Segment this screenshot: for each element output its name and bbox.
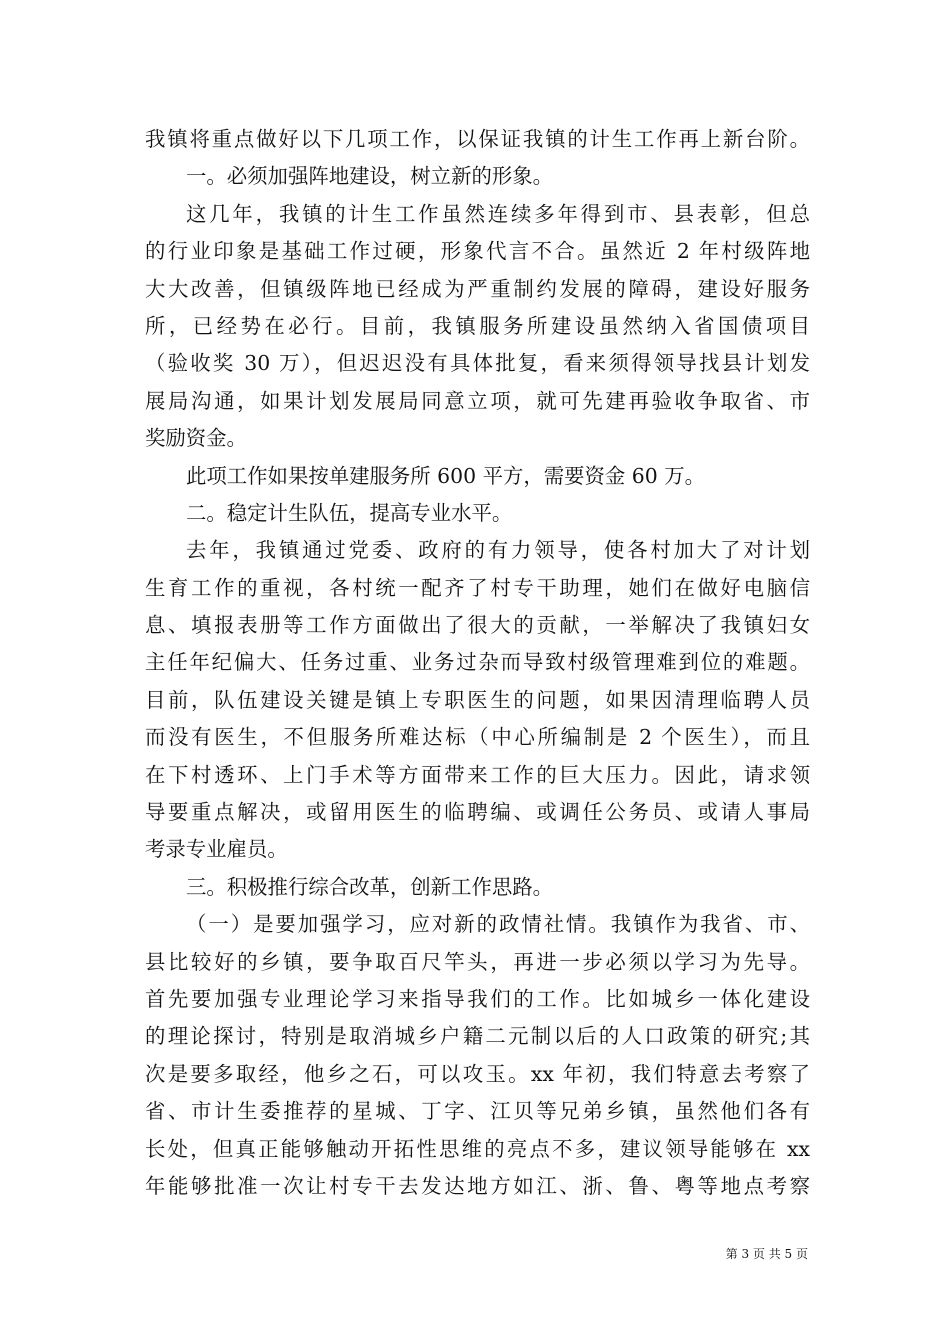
text-line: （验收奖 30 万），但迟迟没有具体批复，看来须得领导找县计划发: [145, 351, 810, 376]
text-line: 主任年纪偏大、任务过重、业务过杂而导致村级管理难到位的难题。: [145, 650, 810, 675]
text-line: 首先要加强专业理论学习来指导我们的工作。比如城乡一体化建设: [145, 986, 810, 1011]
text-line: 目前，队伍建设关键是镇上专职医生的问题，如果因清理临聘人员: [145, 687, 810, 712]
text-line: 我镇将重点做好以下几项工作，以保证我镇的计生工作再上新台阶。: [145, 127, 810, 151]
text-line: 的理论探讨，特别是取消城乡户籍二元制以后的人口政策的研究;其: [145, 1024, 810, 1049]
text-line: 生育工作的重视，各村统一配齐了村专干助理，她们在做好电脑信: [145, 575, 810, 600]
text-line: 三。积极推行综合改革，创新工作思路。: [186, 874, 554, 899]
text-line: 去年，我镇通过党委、政府的有力领导，使各村加大了对计划: [186, 538, 810, 563]
text-line: 长处，但真正能够触动开拓性思维的亮点不多，建议领导能够在 xx: [145, 1136, 810, 1161]
text-line: 年能够批准一次让村专干去发达地方如江、浙、鲁、粤等地点考察: [145, 1173, 810, 1198]
text-line: 而没有医生，不但服务所难达标（中心所编制是 2 个医生），而且: [145, 725, 810, 750]
text-line: 展局沟通，如果计划发展局同意立项，就可先建再验收争取省、市: [145, 388, 810, 413]
text-line: 县比较好的乡镇，要争取百尺竿头，再进一步必须以学习为先导。: [145, 949, 810, 974]
text-line: 奖励资金。: [145, 426, 247, 451]
text-line: 在下村透环、上门手术等方面带来工作的巨大压力。因此，请求领: [145, 762, 810, 787]
text-line: 大大改善，但镇级阵地已经成为严重制约发展的障碍，建设好服务: [145, 276, 810, 301]
text-line: 所，已经势在必行。目前，我镇服务所建设虽然纳入省国债项目: [145, 313, 810, 338]
text-line: 一。必须加强阵地建设，树立新的形象。: [186, 164, 554, 189]
text-line: 导要重点解决，或留用医生的临聘编、或调任公务员、或请人事局: [145, 800, 810, 825]
body-text: [145, 121, 810, 1205]
text-line: 次是要多取经，他乡之石，可以攻玉。xx 年初，我们特意去考察了: [145, 1061, 810, 1086]
text-line: 这几年，我镇的计生工作虽然连续多年得到市、县表彰，但总: [186, 201, 810, 226]
page-footer: 第 3 页 共 5 页: [725, 1247, 808, 1261]
text-line: 二。稳定计生队伍，提高专业水平。: [186, 500, 513, 525]
text-line: 的行业印象是基础工作过硬，形象代言不合。虽然近 2 年村级阵地: [145, 239, 810, 264]
text-line: （一）是要加强学习，应对新的政情社情。我镇作为我省、市、: [186, 912, 810, 937]
text-line: 此项工作如果按单建服务所 600 平方，需要资金 60 万。: [186, 463, 705, 488]
text-line: 息、填报表册等工作方面做出了很大的贡献，一举解决了我镇妇女: [145, 613, 810, 638]
text-line: 省、市计生委推荐的星城、丁字、江贝等兄弟乡镇，虽然他们各有: [145, 1099, 810, 1124]
text-line: 考录专业雇员。: [145, 837, 288, 862]
